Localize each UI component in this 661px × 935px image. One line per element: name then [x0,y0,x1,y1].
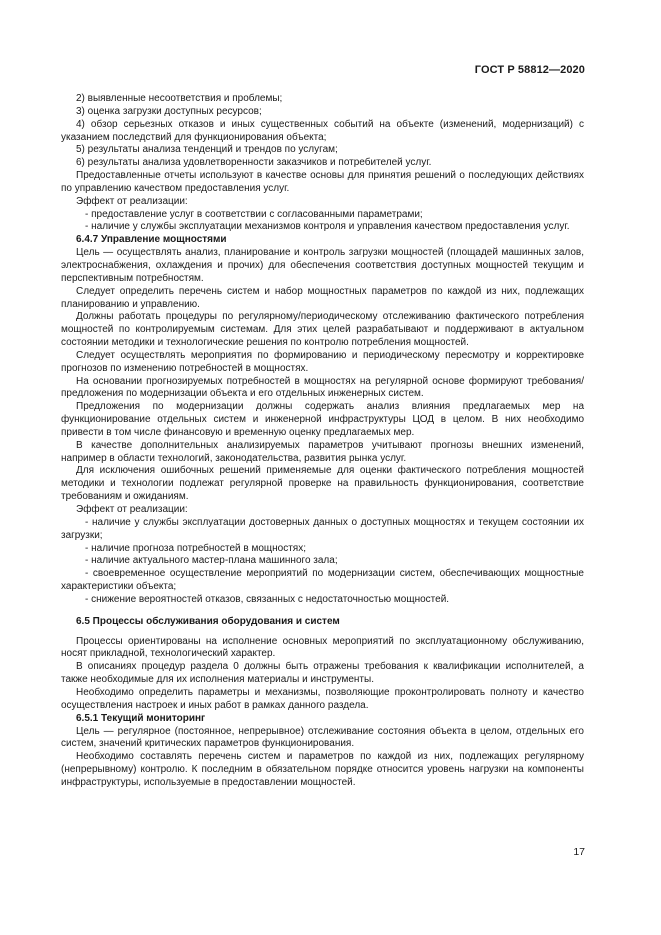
paragraph: Необходимо определить параметры и механизмы, позволяющие проконтролировать полноту и качество осуществления настроек и иных работ в рамках данного раздела. [61,686,584,711]
dash-item: - наличие актуального мастер-плана машинного зала; [85,555,338,567]
paragraph: Эффект от реализации: [76,195,188,207]
paragraph: На основании прогнозируемых потребностей в мощностях на регулярной основе формируют требования/предложения по модернизации объекта и его отдельных инженерных систем. [61,375,584,400]
paragraph: Эффект от реализации: [76,504,188,515]
list-item: 2) выявленные несоответствия и проблемы; [76,93,283,104]
dash-item: - наличие у службы эксплуатации механизмов контроля и управления качеством предоставления услуг. [85,221,570,233]
list-item: 3) оценка загрузки доступных ресурсов; [76,105,262,117]
section-heading: 6.5.1 Текущий мониторинг [76,712,206,724]
paragraph: Следует определить перечень систем и набор мощностных параметров по каждой из них, подлежащих планированию и управлению. [61,285,584,310]
paragraph: В качестве дополнительных анализируемых параметров учитывают прогнозы внешних изменений, например в области технологий, законодательства, развития рынка услуг. [61,439,584,464]
document-id: ГОСТ Р 58812—2020 [474,64,585,76]
paragraph: Цель — осуществлять анализ, планирование и контроль загрузки мощностей (площадей машинных залов, электроснабжения, охлаждения и прочих) для обеспечения соответствия доступных мощностей текущим и перспективным потребностям. [61,247,584,284]
paragraph: Для исключения ошибочных решений применяемые для оценки фактического потребления мощностей методики и технологии подлежат регулярной проверке на правильность функционирования, соответствие требованиям и ожиданиям. [61,465,584,503]
paragraph: Процессы ориентированы на исполнение основных мероприятий по эксплуатационному обслуживанию, носят прикладной, технологический характер. [61,635,584,660]
section-heading: 6.5 Процессы обслуживания оборудования и систем [76,615,340,627]
list-item: 6) результаты анализа удовлетворенности заказчиков и потребителей услуг. [76,157,432,169]
paragraph: В описаниях процедур раздела 0 должны быть отражены требования к квалификации исполнителей, а также необходимые для их исполнения материалы и инструменты. [61,661,584,686]
paragraph: Необходимо составлять перечень систем и параметров по каждой из них, подлежащих регулярному (непрерывному) контролю. К последним в обязательном порядке относится уровень нагрузки на компоненты инфраструктуры, используемые в предоставлении мощностей. [61,751,584,788]
dash-item: - своевременное осуществление мероприятий по модернизации систем, обеспечивающих мощностные характеристики объекта; [61,568,584,593]
paragraph: Предложения по модернизации должны содержать анализ влияния предлагаемых мер на функционирование отдельных систем и инженерной инфраструктуры ЦОД в целом. В них необходимо привести в том числе финансовую и временную оценку предлагаемых мер. [61,401,584,438]
paragraph: Предоставленные отчеты используют в качестве основы для принятия решений о последующих действиях по управлению качеством предоставления услуг. [61,170,584,194]
section-heading: 6.4.7 Управление мощностями [76,234,227,246]
paragraph: Должны работать процедуры по регулярному/периодическому отслеживанию фактического потребления мощностей по контролируемым системам. Для этих целей разрабатывают и поддерживают в актуальном состоянии методики и технологические решения по контролю потребления мощностей. [61,311,584,349]
dash-item: - предоставление услуг в соответствии с согласованными параметрами; [85,208,423,220]
dash-item: - наличие прогноза потребностей в мощностях; [85,542,306,554]
list-item: 4) обзор серьезных отказов и иных существенных событий на объекте (изменений, модернизаций) с указанием последствий для функционирования объекта; [61,118,584,143]
dash-item: - снижение вероятностей отказов, связанных с недостаточностью мощностей. [85,593,450,605]
dash-item: - наличие у службы эксплуатации достоверных данных о доступных мощностях и текущем состоянии их загрузки; [61,516,584,541]
body-text [61,93,584,790]
paragraph: Цель — регулярное (постоянное, непрерывное) отслеживание состояния объекта в целом, отдельных его систем, значений критических параметров функционирования. [61,725,584,750]
paragraph: Следует осуществлять мероприятия по формированию и периодическому пересмотру и корректировке прогнозов по изменению потребностей в мощностях. [61,349,584,374]
page-number: 17 [573,846,585,858]
list-item: 5) результаты анализа тенденций и трендов по услугам; [76,144,338,156]
